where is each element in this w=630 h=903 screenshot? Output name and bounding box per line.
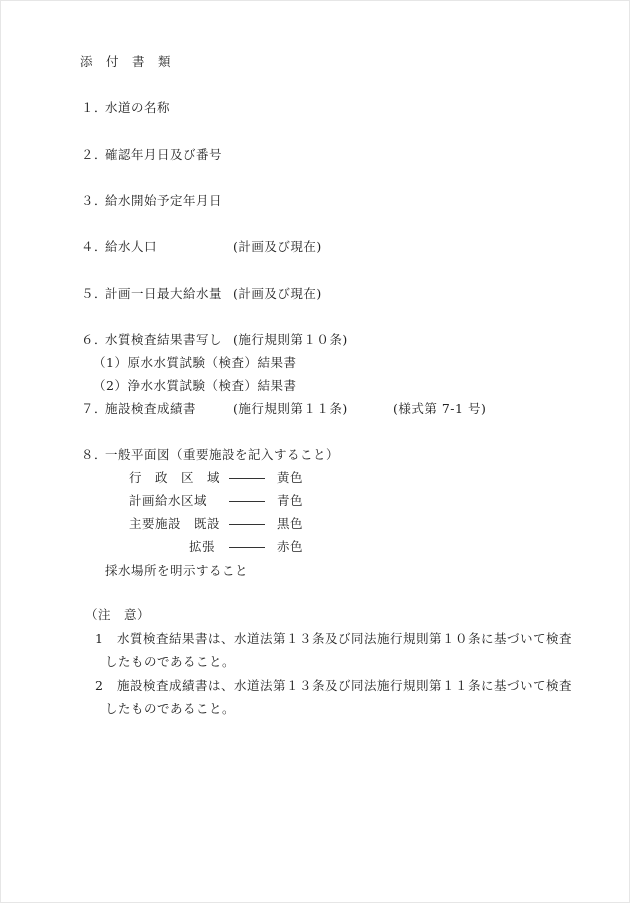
note-1-number: 1 [95, 631, 104, 646]
legend-line [229, 547, 265, 548]
note-2-line-2: したものであること。 [105, 701, 236, 716]
item-7-number: ７． [81, 401, 108, 416]
item-4-number: ４． [81, 239, 108, 254]
note-1-line-2: したものであること。 [105, 654, 236, 669]
item-7-note: (施行規則第１１条) [233, 401, 348, 416]
item-2-number: ２． [81, 147, 108, 162]
item-2-label: 確認年月日及び番号 [105, 147, 223, 162]
legend-line [229, 501, 265, 502]
map-instruction: 採水場所を明示すること [105, 563, 249, 578]
legend-color-blue: 青色 [277, 493, 304, 508]
item-4-note: (計画及び現在) [233, 239, 322, 254]
item-6-note: (施行規則第１０条) [233, 332, 348, 347]
note-1-line-1: 水質検査結果書は、水道法第１３条及び同法施行規則第１０条に基づいて検査 [117, 631, 573, 646]
legend-label-service-area: 計画給水区域 [129, 493, 208, 508]
document-title: 添 付 書 類 [80, 54, 172, 69]
legend-label-expansion: 拡張 [189, 539, 216, 554]
sub-item-1: （1）原水水質試験（検査）結果書 [93, 355, 297, 370]
item-7-label: 施設検査成績書 [105, 401, 197, 416]
item-6-label: 水質検査結果書写し [105, 332, 223, 347]
item-8-label: 一般平面図（重要施設を記入すること） [105, 447, 340, 462]
notes-heading: （注 意） [85, 607, 151, 622]
item-3-number: ３． [81, 193, 108, 208]
item-7-form-number: (様式第 7-1 号) [393, 401, 487, 416]
item-6-number: ６． [81, 332, 108, 347]
sub-item-2: （2）浄水水質試験（検査）結果書 [93, 378, 297, 393]
item-5-number: ５． [81, 286, 108, 301]
legend-line [229, 524, 265, 525]
note-2-number: 2 [95, 678, 104, 693]
item-1-number: １． [81, 100, 108, 115]
item-5-label: 計画一日最大給水量 [105, 286, 223, 301]
item-4-label: 給水人口 [105, 239, 158, 254]
legend-label-admin-area: 行 政 区 域 [129, 470, 221, 485]
note-2-line-1: 施設検査成績書は、水道法第１３条及び同法施行規則第１１条に基づいて検査 [117, 678, 573, 693]
item-3-label: 給水開始予定年月日 [105, 193, 223, 208]
legend-color-yellow: 黄色 [277, 470, 304, 485]
legend-label-existing-facilities: 主要施設 既設 [129, 516, 221, 531]
legend-line [229, 478, 265, 479]
item-8-number: ８． [81, 447, 108, 462]
item-5-note: (計画及び現在) [233, 286, 322, 301]
legend-color-black: 黒色 [277, 516, 304, 531]
item-1-label: 水道の名称 [105, 100, 171, 115]
legend-color-red: 赤色 [277, 539, 304, 554]
